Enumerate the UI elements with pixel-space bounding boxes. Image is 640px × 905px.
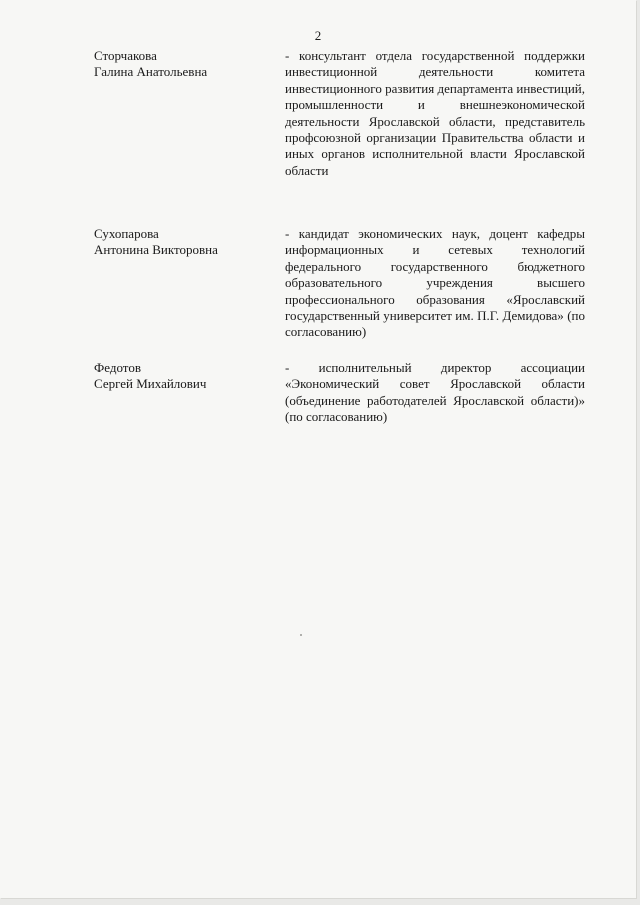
member-description: - исполнительный директор ассоциации «Экономический совет Ярославской области (объединение работодателей Ярославской области)» (по согласованию) [285, 360, 585, 425]
member-given-names: Галина Анатольевна [94, 64, 208, 79]
member-name [94, 360, 274, 392]
member-surname: Федотов [94, 360, 141, 375]
scan-speck [300, 634, 302, 636]
member-description: - консультант отдела государственной поддержки инвестиционной деятельности комитета инвестиционного развития департамента инвестиций, промышленности и внешнеэкономической деятельности Ярославской области, представитель профсоюзной организации Правительства области и иных органов исполнительной власти Ярославской области [285, 48, 585, 178]
member-given-names: Антонина Викторовна [94, 242, 218, 257]
member-surname: Сухопарова [94, 226, 159, 241]
member-name [94, 48, 274, 80]
page-number: 2 [314, 28, 322, 43]
member-description: - кандидат экономических наук, доцент кафедры информационных и сетевых технологий федерального государственного бюджетного образовательного учреждения высшего профессионального образования «Ярославский государственный университет им. П.Г. Демидова» (по согласованию) [285, 226, 585, 340]
member-name [94, 226, 274, 258]
member-surname: Сторчакова [94, 48, 157, 63]
member-given-names: Сергей Михайлович [94, 376, 207, 391]
